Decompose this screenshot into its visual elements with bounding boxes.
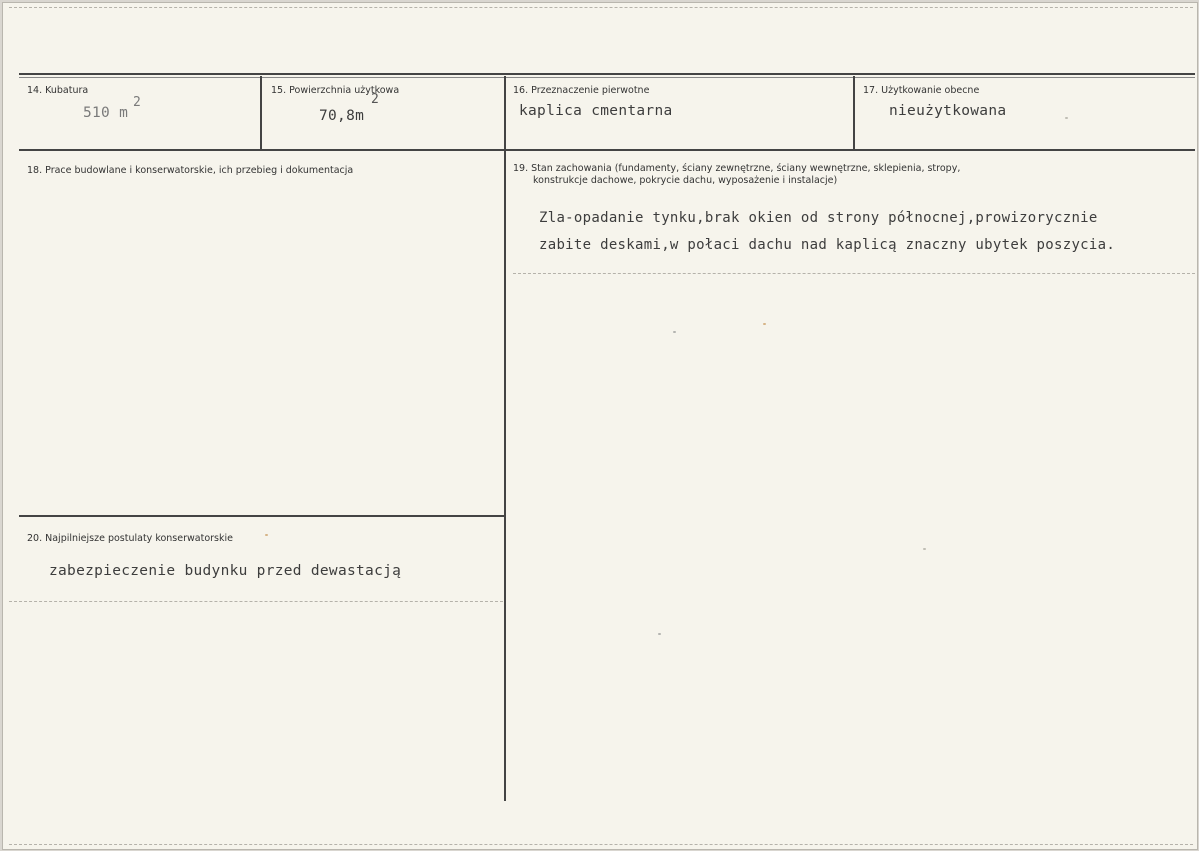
field17-label: 17. Użytkowanie obecne [863, 85, 980, 96]
dashed-guide-bottom [9, 844, 1193, 845]
paper-speck [1065, 117, 1068, 119]
field15-sup: 2 [371, 92, 379, 107]
field14-label: 14. Kubatura [27, 85, 89, 96]
dashed-guide-f19 [513, 273, 1195, 274]
paper-speck [658, 633, 661, 635]
main-divider [504, 151, 506, 801]
paper-speck [265, 534, 268, 536]
paper-speck [923, 548, 926, 550]
field19-text-line1: Zla-opadanie tynku,brak okien od strony północnej,prowizorycznie [539, 210, 1098, 226]
field14-sup: 2 [133, 95, 141, 110]
field16-value: kaplica cmentarna [519, 103, 673, 119]
divider-15-16 [504, 76, 506, 151]
dashed-guide-top [9, 7, 1193, 8]
field15-label: 15. Powierzchnia użytkowa [271, 85, 400, 96]
record-card [2, 2, 1198, 850]
field17-value: nieużytkowana [889, 103, 1007, 119]
field16-label: 16. Przeznaczenie pierwotne [513, 85, 650, 96]
paper-speck [673, 331, 676, 333]
field18-label: 18. Prace budowlane i konserwatorskie, ich przebieg i dokumentacja [27, 165, 354, 176]
field20-top-rule [19, 515, 505, 517]
field15-value: 70,8m [319, 108, 365, 124]
paper-speck [763, 323, 766, 325]
divider-14-15 [260, 76, 262, 151]
top-rule-thin [19, 77, 1195, 78]
field19-label-line1: 19. Stan zachowania (fundamenty, ściany zewnętrzne, ściany wewnętrzne, sklepienia, stropy, [513, 163, 961, 174]
row1-bottom-rule [19, 149, 1195, 151]
field19-label-line2: konstrukcje dachowe, pokrycie dachu, wyposażenie i instalacje) [533, 175, 838, 186]
field14-value: 510 m [83, 105, 129, 121]
field20-value: zabezpieczenie budynku przed dewastacją [49, 563, 402, 579]
top-rule [19, 73, 1195, 75]
dashed-guide-f20 [9, 601, 503, 602]
field19-text-line2: zabite deskami,w połaci dachu nad kaplicą znaczny ubytek poszycia. [539, 237, 1116, 253]
field20-label: 20. Najpilniejsze postulaty konserwatorskie [27, 533, 233, 544]
divider-16-17 [853, 76, 855, 151]
